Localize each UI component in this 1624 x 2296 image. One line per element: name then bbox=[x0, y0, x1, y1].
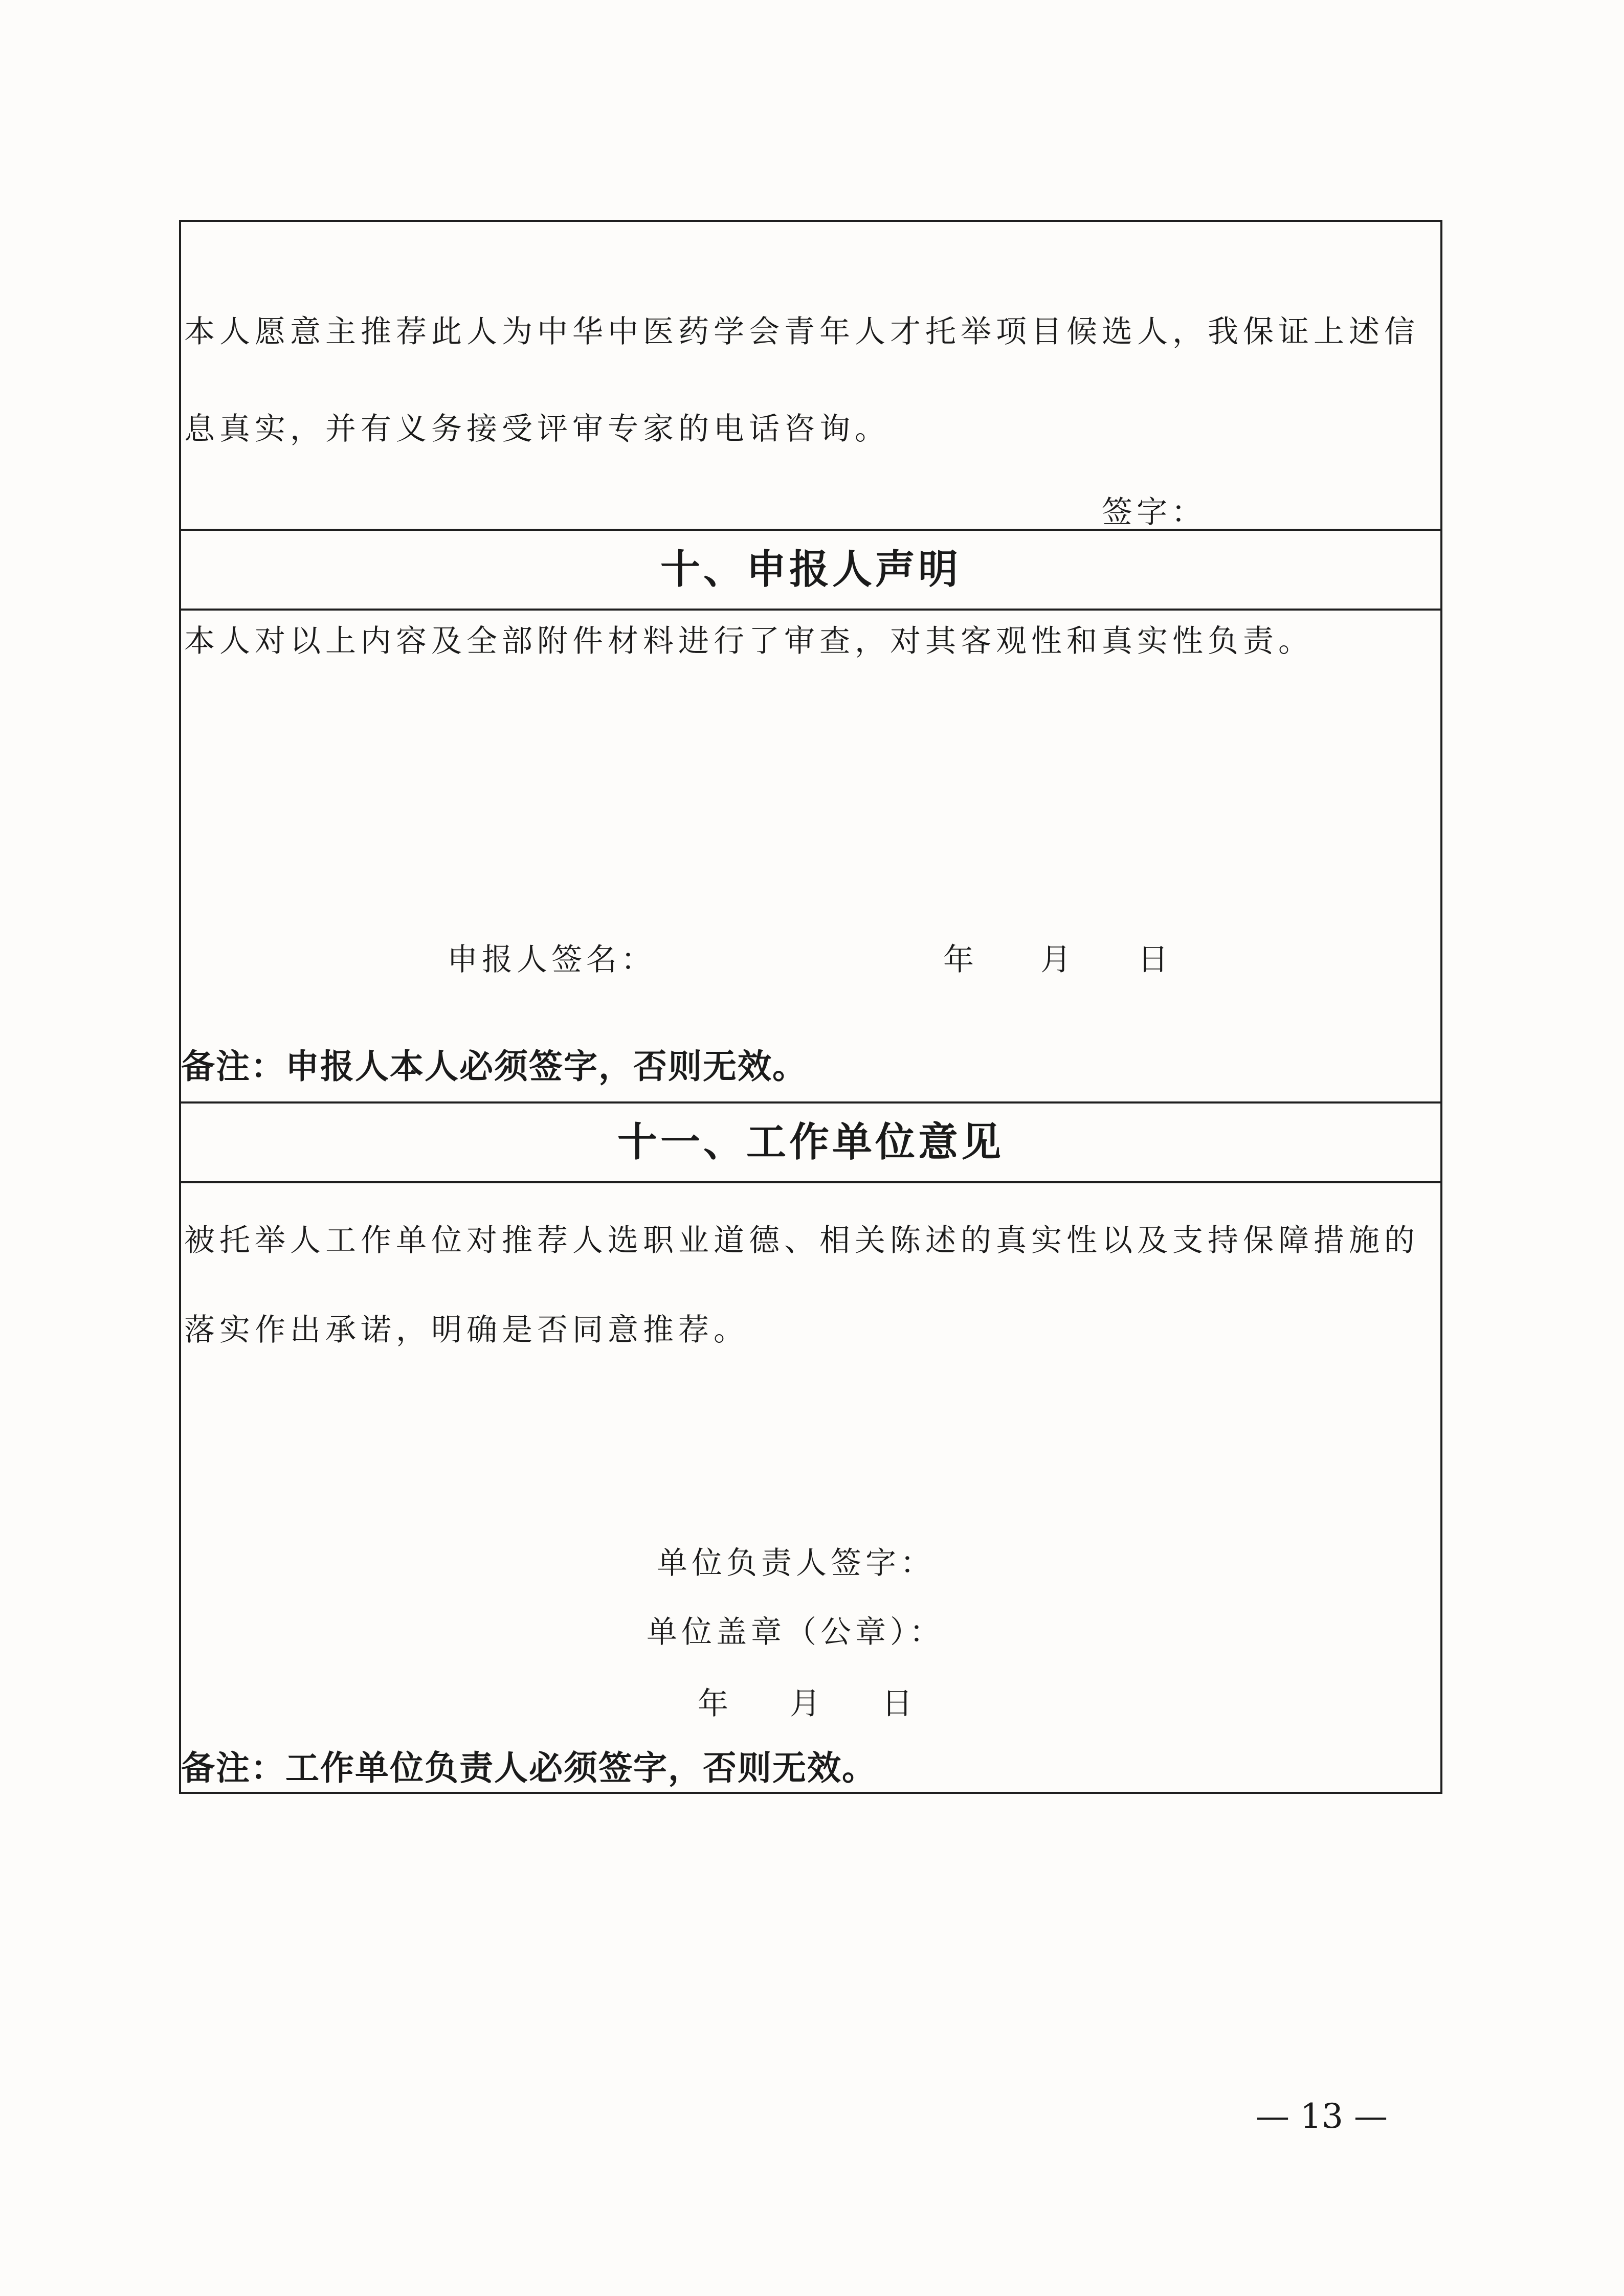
unit-seal-label: 单位盖章（公章）： bbox=[647, 1614, 944, 1650]
applicant-sign-label: 申报人签名： bbox=[447, 942, 656, 978]
recommender-sign-label: 签字： bbox=[1102, 494, 1206, 530]
section11-header-cell bbox=[180, 1102, 1441, 1182]
section11-note: 备注：工作单位负责人必须签字，否则无效。 bbox=[181, 1748, 877, 1788]
section11-statement: 被托举人工作单位对推荐人选职业道德、相关陈述的真实性以及支持保障措施的落实作出承诺，明确是否同意推荐。 bbox=[184, 1223, 1419, 1348]
applicant-sign-day: 日 bbox=[1138, 942, 1172, 978]
section10-header-cell bbox=[180, 530, 1441, 610]
unit-head-sign-label: 单位负责人签字： bbox=[657, 1545, 935, 1581]
recommender-statement: 本人愿意主推荐此人为中华中医药学会青年人才托举项目候选人，我保证上述信息真实，并有义务接受评审专家的电话咨询。 bbox=[184, 314, 1419, 447]
section10-statement: 本人对以上内容及全部附件材料进行了审查，对其客观性和真实性负责。 bbox=[184, 623, 1314, 659]
page-number: — 13 — bbox=[1256, 2097, 1388, 2136]
unit-sign-day: 日 bbox=[882, 1686, 917, 1722]
section10-note: 备注：申报人本人必须签字，否则无效。 bbox=[181, 1047, 807, 1086]
application-form-table bbox=[179, 220, 1442, 1794]
unit-sign-year: 年 bbox=[698, 1686, 732, 1722]
section11-title: 十一、工作单位意见 bbox=[617, 1119, 1004, 1165]
recommender-statement-cell bbox=[180, 221, 1441, 530]
section10-title: 十、申报人声明 bbox=[660, 547, 961, 593]
section11-body-cell bbox=[180, 1182, 1441, 1793]
unit-sign-month: 月 bbox=[790, 1686, 825, 1722]
applicant-sign-month: 月 bbox=[1040, 942, 1075, 978]
section10-body-cell bbox=[180, 610, 1441, 1102]
applicant-sign-year: 年 bbox=[943, 942, 978, 978]
